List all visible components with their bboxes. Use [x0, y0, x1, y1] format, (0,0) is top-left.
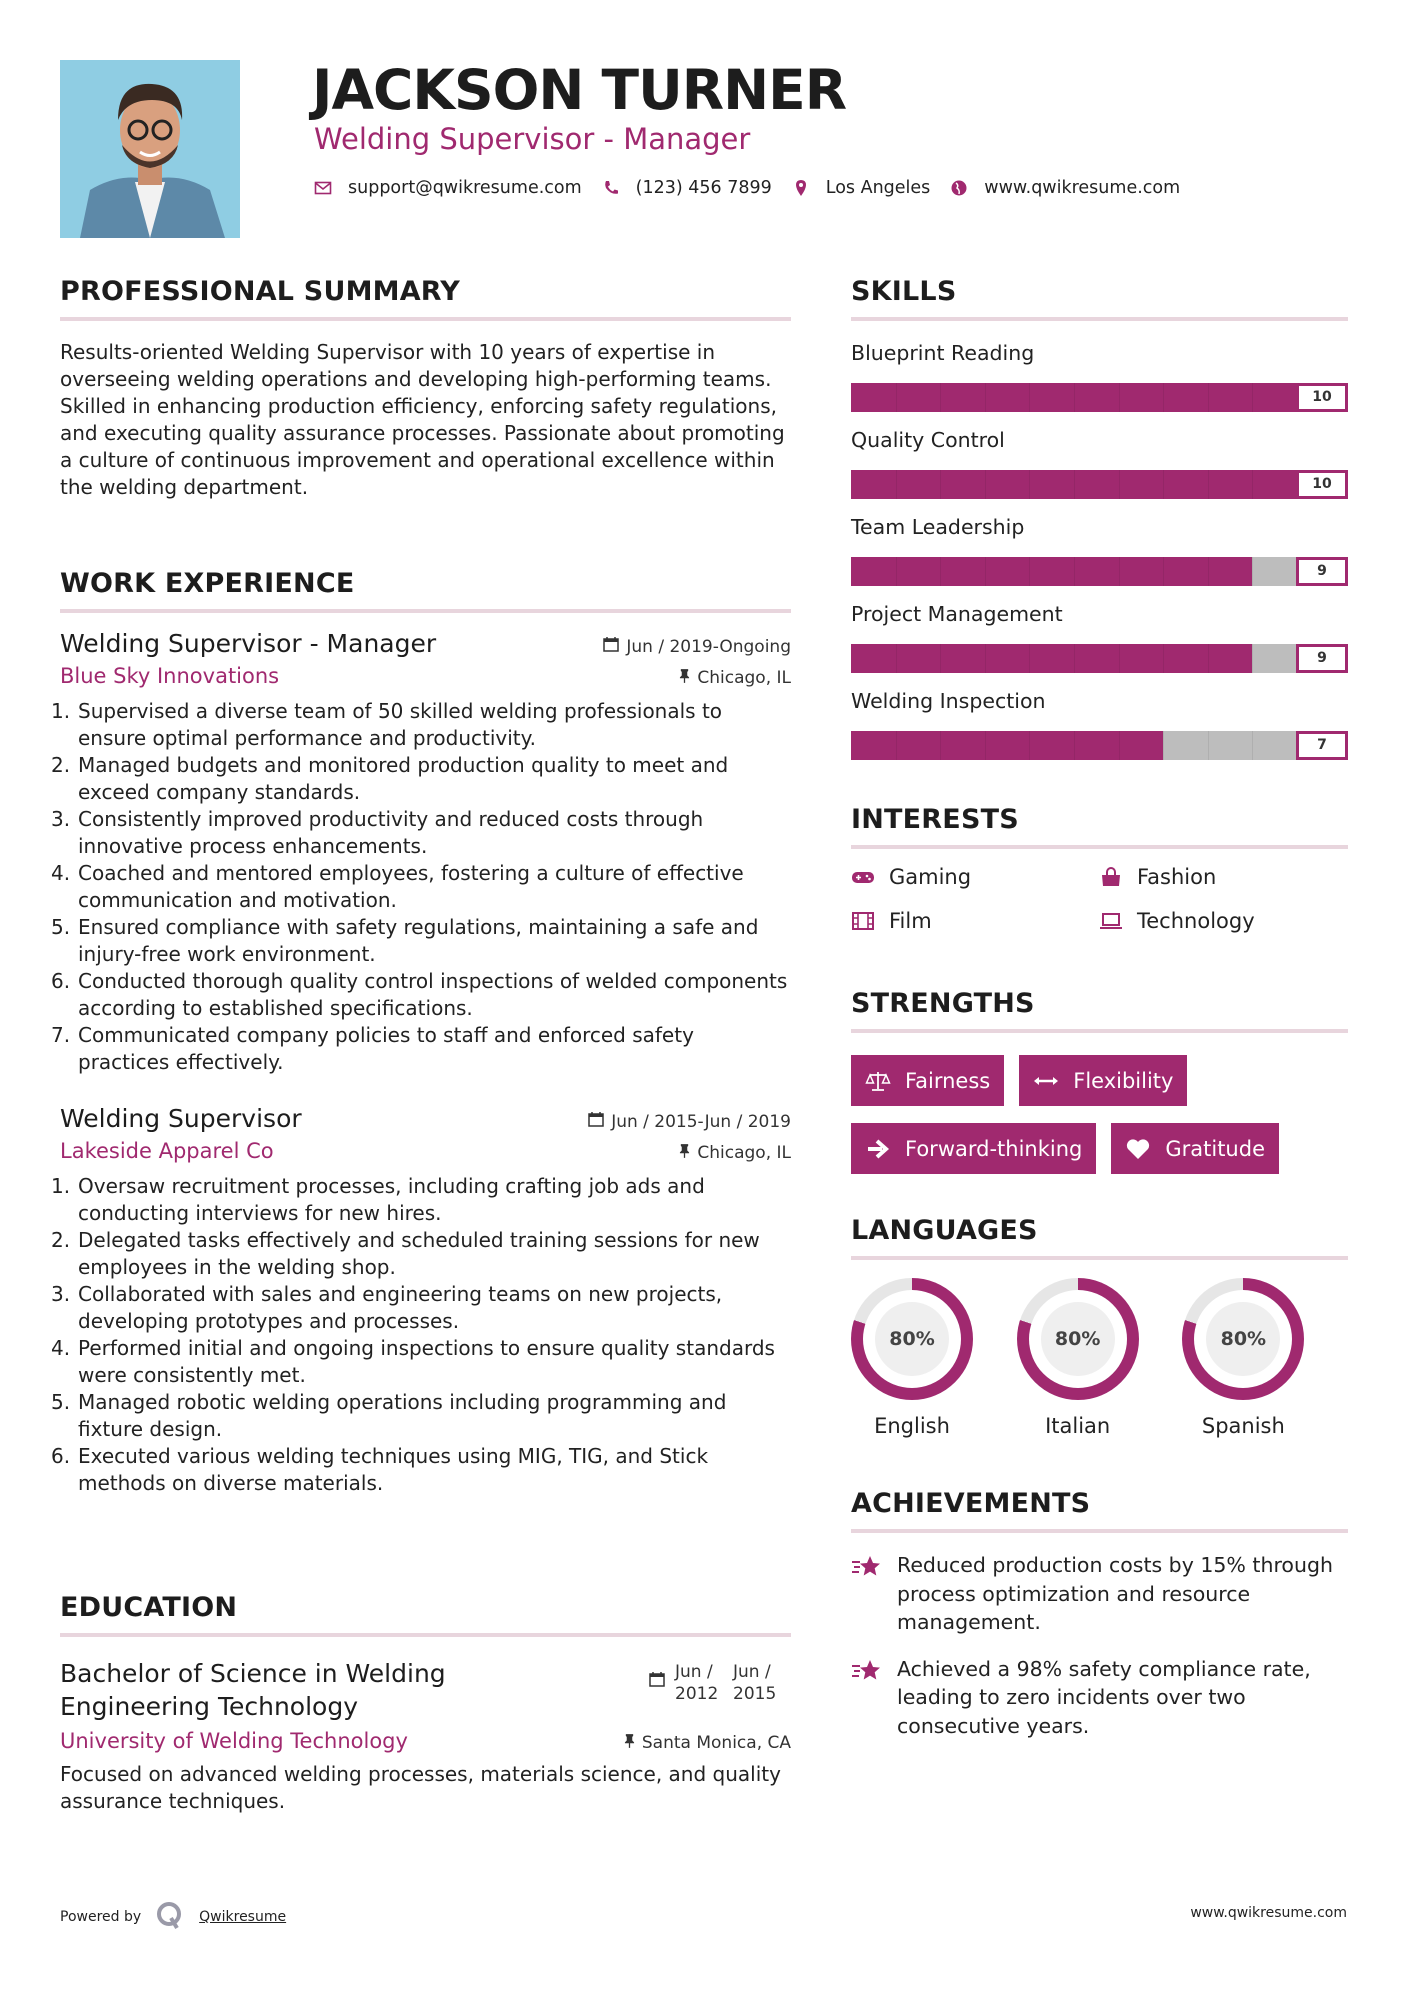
- degree-title: Bachelor of Science in Welding Engineering Technology: [60, 1659, 446, 1721]
- map-marker-icon: [792, 179, 810, 197]
- arrow-right-icon: [865, 1138, 891, 1160]
- bar-segment-divider: [896, 557, 897, 586]
- bar-segment-divider: [1208, 470, 1209, 499]
- job-bullets: [51, 698, 791, 1076]
- achievement-item: Reduced production costs by 15% through process optimization and resource management.: [851, 1551, 1348, 1637]
- profile-photo: [60, 60, 240, 238]
- job-dates: Jun / 2015-Jun / 2019: [588, 1111, 791, 1132]
- summary-text: Results-oriented Welding Supervisor with 10 years of expertise in overseeing welding operations and developing high-performing teams. Skilled in enhancing production efficiency, enforcing safety regulations, and executing quality assurance processes. Passionate about promoting a culture of continuous improvement and operational excellence within the welding department.: [60, 340, 785, 499]
- bar-segment-divider: [1029, 470, 1030, 499]
- language-item: [1182, 1278, 1348, 1438]
- language-item: [851, 1278, 1017, 1438]
- bar-segment-divider: [896, 470, 897, 499]
- company-name: Blue Sky Innovations: [60, 664, 280, 688]
- skill-level: 9: [1296, 557, 1348, 586]
- email-link[interactable]: support@qwikresume.com: [348, 178, 582, 198]
- strength-tag: Fairness: [851, 1055, 1004, 1106]
- skill-name: Blueprint Reading: [851, 341, 1035, 365]
- bar-segment-divider: [1208, 731, 1209, 760]
- bar-segment-divider: [1074, 731, 1075, 760]
- education-location: Santa Monica, CA: [624, 1733, 791, 1753]
- education-section: [60, 1592, 791, 1815]
- start-date: Jun / 2012: [675, 1662, 719, 1704]
- calendar-icon: [603, 636, 619, 657]
- footer-website[interactable]: www.qwikresume.com: [1190, 1905, 1347, 1921]
- star-icon: [851, 1655, 883, 1741]
- bar-segment-divider: [1074, 470, 1075, 499]
- bar-segment-divider: [1252, 731, 1253, 760]
- job-entry: [51, 629, 791, 1076]
- star-icon: [851, 1551, 883, 1637]
- calendar-icon: [649, 1671, 665, 1692]
- school-name: University of Welding Technology: [60, 1729, 408, 1753]
- job-bullet: 7. Communicated company policies to staff and enforced safety practices effectively.: [51, 1023, 694, 1074]
- bar-segment-divider: [1163, 644, 1164, 673]
- bullet-number: 5.: [51, 915, 71, 939]
- bullet-number: 2.: [51, 753, 71, 777]
- bar-segment-divider: [940, 731, 941, 760]
- bar-segment-divider: [1252, 383, 1253, 412]
- skills-section: [851, 276, 1348, 774]
- bar-segment-divider: [1163, 383, 1164, 412]
- section-heading: STRENGTHS: [851, 988, 1035, 1019]
- language-percent: 80%: [1041, 1302, 1115, 1376]
- job-bullet: 3. Consistently improved productivity and reduced costs through innovative process enhancements.: [51, 807, 704, 858]
- job-dates: Jun / 2019-Ongoing: [603, 636, 791, 657]
- divider: [851, 1256, 1348, 1260]
- bar-segment-divider: [1208, 644, 1209, 673]
- bar-segment-divider: [1119, 644, 1120, 673]
- end-date: Jun / 2015: [733, 1662, 777, 1704]
- bullet-number: 5.: [51, 1390, 71, 1414]
- bullet-number: 1.: [51, 1174, 71, 1198]
- bar-segment-divider: [985, 557, 986, 586]
- job-bullet: 2. Managed budgets and monitored production quality to meet and exceed company standards.: [51, 753, 729, 804]
- section-heading: EDUCATION: [60, 1592, 238, 1623]
- bar-segment-divider: [1119, 731, 1120, 760]
- skill-name: Project Management: [851, 602, 1063, 626]
- candidate-name: JACKSON TURNER: [312, 58, 847, 122]
- bar-segment-divider: [985, 383, 986, 412]
- bar-segment-divider: [940, 383, 941, 412]
- thumbtack-icon: [679, 668, 690, 688]
- divider: [60, 1633, 791, 1637]
- job-location: Chicago, IL: [679, 1143, 791, 1163]
- language-name: Italian: [1045, 1414, 1111, 1438]
- strengths-section: [851, 988, 1348, 1174]
- bullet-number: 3.: [51, 807, 71, 831]
- job-bullet: 2. Delegated tasks effectively and scheduled training sessions for new employees in the welding shop.: [51, 1228, 760, 1279]
- job-bullet: 4. Coached and mentored employees, fostering a culture of effective communication and motivation.: [51, 861, 744, 912]
- job-bullet: 1. Supervised a diverse team of 50 skilled welding professionals to ensure optimal performance and productivity.: [51, 699, 723, 750]
- qwikresume-link[interactable]: Qwikresume: [199, 1909, 287, 1925]
- language-proficiency-ring: [1017, 1278, 1139, 1400]
- section-heading: PROFESSIONAL SUMMARY: [60, 276, 461, 307]
- language-percent: 80%: [875, 1302, 949, 1376]
- footer-branding: [60, 1900, 286, 1934]
- section-heading: LANGUAGES: [851, 1215, 1038, 1246]
- strength-tag: Gratitude: [1111, 1123, 1279, 1174]
- skill-bar-fill: [851, 470, 1348, 499]
- bar-segment-divider: [896, 731, 897, 760]
- bullet-number: 4.: [51, 1336, 71, 1360]
- interest-item: Fashion: [1099, 865, 1347, 889]
- skill-bar: [851, 470, 1348, 499]
- bar-segment-divider: [1163, 470, 1164, 499]
- language-name: Spanish: [1201, 1414, 1285, 1438]
- job-bullet: 5. Managed robotic welding operations including programming and fixture design.: [51, 1390, 727, 1441]
- bar-segment-divider: [940, 557, 941, 586]
- bullet-number: 7.: [51, 1023, 71, 1047]
- bar-segment-divider: [1119, 557, 1120, 586]
- divider: [851, 845, 1348, 849]
- job-bullet: 4. Performed initial and ongoing inspections to ensure quality standards were consistently met.: [51, 1336, 775, 1387]
- bar-segment-divider: [1163, 557, 1164, 586]
- powered-by-label: Powered by: [60, 1909, 142, 1925]
- language-proficiency-ring: [1182, 1278, 1304, 1400]
- summary-section: [60, 276, 791, 501]
- bar-segment-divider: [1163, 731, 1164, 760]
- divider: [60, 609, 791, 613]
- skill-level: 10: [1296, 470, 1348, 499]
- skill-name: Team Leadership: [851, 515, 1025, 539]
- bar-segment-divider: [1029, 644, 1030, 673]
- thumbtack-icon: [679, 1143, 690, 1163]
- skill-level: 9: [1296, 644, 1348, 673]
- envelope-icon: [314, 179, 332, 197]
- bar-segment-divider: [896, 383, 897, 412]
- skill-name: Quality Control: [851, 428, 1005, 452]
- bar-segment-divider: [940, 644, 941, 673]
- job-bullet: 6. Conducted thorough quality control inspections of welded components according to established specifications.: [51, 969, 788, 1020]
- bar-segment-divider: [1029, 383, 1030, 412]
- bar-segment-divider: [1074, 644, 1075, 673]
- language-item: [1017, 1278, 1183, 1438]
- divider: [851, 317, 1348, 321]
- achievement-item: Achieved a 98% safety compliance rate, leading to zero incidents over two consecutive years.: [851, 1655, 1348, 1741]
- skill-name: Welding Inspection: [851, 689, 1046, 713]
- bar-segment-divider: [896, 644, 897, 673]
- bar-segment-divider: [1029, 731, 1030, 760]
- bar-segment-divider: [985, 470, 986, 499]
- shopping-bag-icon: [1099, 867, 1123, 887]
- phone-icon: [602, 179, 620, 197]
- bullet-number: 3.: [51, 1282, 71, 1306]
- calendar-icon: [588, 1111, 604, 1132]
- skill-bar-fill: [851, 383, 1348, 412]
- section-heading: SKILLS: [851, 276, 957, 307]
- laptop-icon: [1099, 911, 1123, 931]
- job-bullet: 1. Oversaw recruitment processes, including crafting job ads and conducting interviews for new hires.: [51, 1174, 705, 1225]
- arrows-horizontal-icon: [1033, 1070, 1059, 1092]
- bar-segment-divider: [1074, 557, 1075, 586]
- website-link[interactable]: www.qwikresume.com: [984, 178, 1181, 198]
- skill-bar: [851, 383, 1348, 412]
- language-percent: 80%: [1206, 1302, 1280, 1376]
- job-title: Welding Supervisor: [60, 1104, 302, 1133]
- bullet-number: 6.: [51, 969, 71, 993]
- strength-tag: Forward-thinking: [851, 1123, 1096, 1174]
- qwikresume-logo-icon: [155, 1900, 185, 1934]
- bar-segment-divider: [940, 470, 941, 499]
- skill-item: [851, 687, 1348, 774]
- skill-item: [851, 339, 1348, 426]
- job-bullet: 5. Ensured compliance with safety regulations, maintaining a safe and injury-free work environment.: [51, 915, 759, 966]
- interests-section: [851, 804, 1348, 933]
- interest-item: Technology: [1099, 909, 1347, 933]
- bar-segment-divider: [1252, 644, 1253, 673]
- achievements-section: [851, 1488, 1348, 1740]
- balance-scale-icon: [865, 1070, 891, 1092]
- bar-segment-divider: [1252, 557, 1253, 586]
- film-icon: [851, 911, 875, 931]
- location: Los Angeles: [825, 178, 931, 198]
- skill-bar-fill: [851, 644, 1252, 673]
- section-heading: WORK EXPERIENCE: [60, 568, 355, 599]
- divider: [851, 1529, 1348, 1533]
- bar-segment-divider: [1208, 557, 1209, 586]
- strength-tag: Flexibility: [1019, 1055, 1187, 1106]
- skill-bar: [851, 731, 1348, 760]
- thumbtack-icon: [624, 1733, 635, 1753]
- skill-level: 7: [1296, 731, 1348, 760]
- experience-section: [51, 568, 791, 1497]
- job-bullet: 6. Executed various welding techniques using MIG, TIG, and Stick methods on diverse materials.: [51, 1444, 709, 1495]
- skill-bar-fill: [851, 731, 1163, 760]
- contact-info: [314, 178, 1200, 198]
- interest-item: Gaming: [851, 865, 1099, 889]
- bar-segment-divider: [1029, 557, 1030, 586]
- language-name: English: [874, 1414, 950, 1438]
- bullet-number: 6.: [51, 1444, 71, 1468]
- divider: [851, 1029, 1348, 1033]
- bar-segment-divider: [1119, 383, 1120, 412]
- heart-icon: [1125, 1138, 1151, 1160]
- job-bullet: 3. Collaborated with sales and engineering teams on new projects, developing prototypes and processes.: [51, 1282, 723, 1333]
- phone-number: (123) 456 7899: [635, 178, 772, 198]
- skill-bar-fill: [851, 557, 1252, 586]
- bar-segment-divider: [985, 731, 986, 760]
- skill-item: [851, 600, 1348, 687]
- skill-bar: [851, 644, 1348, 673]
- education-dates: [649, 1661, 781, 1723]
- education-description: Focused on advanced welding processes, materials science, and quality assurance techniques.: [60, 1762, 781, 1813]
- bar-segment-divider: [985, 644, 986, 673]
- job-entry: [51, 1104, 791, 1497]
- divider: [60, 317, 791, 321]
- bar-segment-divider: [1252, 470, 1253, 499]
- skill-level: 10: [1296, 383, 1348, 412]
- section-heading: INTERESTS: [851, 804, 1019, 835]
- bar-segment-divider: [1208, 383, 1209, 412]
- job-bullets: [51, 1173, 791, 1497]
- candidate-title: Welding Supervisor - Manager: [314, 122, 751, 156]
- languages-section: [851, 1215, 1348, 1438]
- gamepad-icon: [851, 867, 875, 887]
- section-heading: ACHIEVEMENTS: [851, 1488, 1091, 1519]
- bullet-number: 4.: [51, 861, 71, 885]
- bar-segment-divider: [1119, 470, 1120, 499]
- job-title: Welding Supervisor - Manager: [60, 629, 437, 658]
- skill-item: [851, 513, 1348, 600]
- language-proficiency-ring: [851, 1278, 973, 1400]
- globe-icon: [950, 179, 968, 197]
- bullet-number: 2.: [51, 1228, 71, 1252]
- bullet-number: 1.: [51, 699, 71, 723]
- interest-item: Film: [851, 909, 1099, 933]
- job-location: Chicago, IL: [679, 668, 791, 688]
- bar-segment-divider: [1074, 383, 1075, 412]
- skill-item: [851, 426, 1348, 513]
- company-name: Lakeside Apparel Co: [60, 1139, 274, 1163]
- skill-bar: [851, 557, 1348, 586]
